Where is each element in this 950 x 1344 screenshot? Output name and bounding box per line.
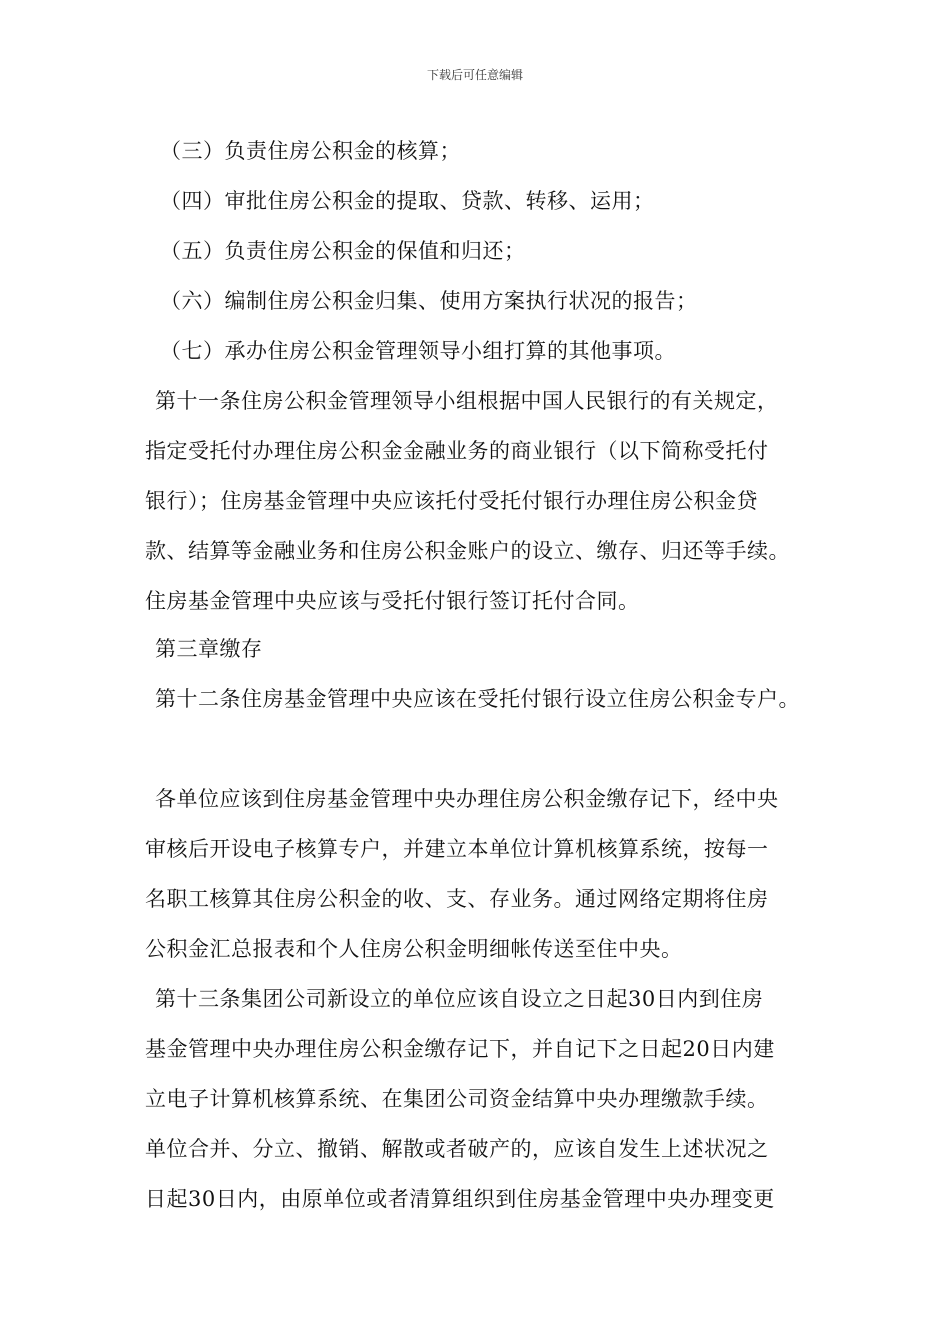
text-line: （七）承办住房公积金管理领导小组打算的其他事项。 (160, 339, 676, 363)
text-line: 第十一条住房公积金管理领导小组根据中国人民银行的有关规定， (155, 389, 779, 413)
chapter-heading: 第三章缴存 (155, 637, 263, 661)
text-line: （五）负责住房公积金的保值和归还； (160, 239, 526, 263)
text-line: 名职工核算其住房公积金的收、支、存业务。通过网络定期将住房 (145, 887, 769, 911)
text-line: 立电子计算机核算系统、在集团公司资金结算中央办理缴款手续。 (145, 1087, 769, 1111)
text-line: 各单位应该到住房基金管理中央办理住房公积金缴存记下，经中央 (155, 787, 779, 811)
page-header: 下载后可任意编辑 (426, 68, 523, 82)
text-line: 审核后开设电子核算专户，并建立本单位计算机核算系统，按每一 (145, 837, 769, 861)
text-line: 基金管理中央办理住房公积金缴存记下，并自记下之日起20日内建 (145, 1037, 775, 1061)
text-line: （六）编制住房公积金归集、使用方案执行状况的报告； (160, 289, 698, 313)
text-line: 第十三条集团公司新设立的单位应该自设立之日起30日内到住房 (155, 987, 764, 1011)
text-line: 单位合并、分立、撤销、解散或者破产的，应该自发生上述状况之 (145, 1137, 769, 1161)
text-line: 款、结算等金融业务和住房公积金账户的设立、缴存、归还等手续。 (145, 539, 790, 563)
text-line: 第十二条住房基金管理中央应该在受托付银行设立住房公积金专户。 (155, 687, 800, 711)
text-line: 指定受托付办理住房公积金金融业务的商业银行（以下简称受托付 (145, 439, 769, 463)
text-line: 住房基金管理中央应该与受托付银行签订托付合同。 (145, 589, 640, 613)
text-line: 银行）；住房基金管理中央应该托付受托付银行办理住房公积金贷 (145, 489, 758, 513)
text-line: 公积金汇总报表和个人住房公积金明细帐传送至住中央。 (145, 937, 683, 961)
text-line: （三）负责住房公积金的核算； (160, 139, 461, 163)
text-line: （四）审批住房公积金的提取、贷款、转移、运用； (160, 189, 655, 213)
text-line: 日起30日内，由原单位或者清算组织到住房基金管理中央办理变更 (145, 1187, 775, 1211)
